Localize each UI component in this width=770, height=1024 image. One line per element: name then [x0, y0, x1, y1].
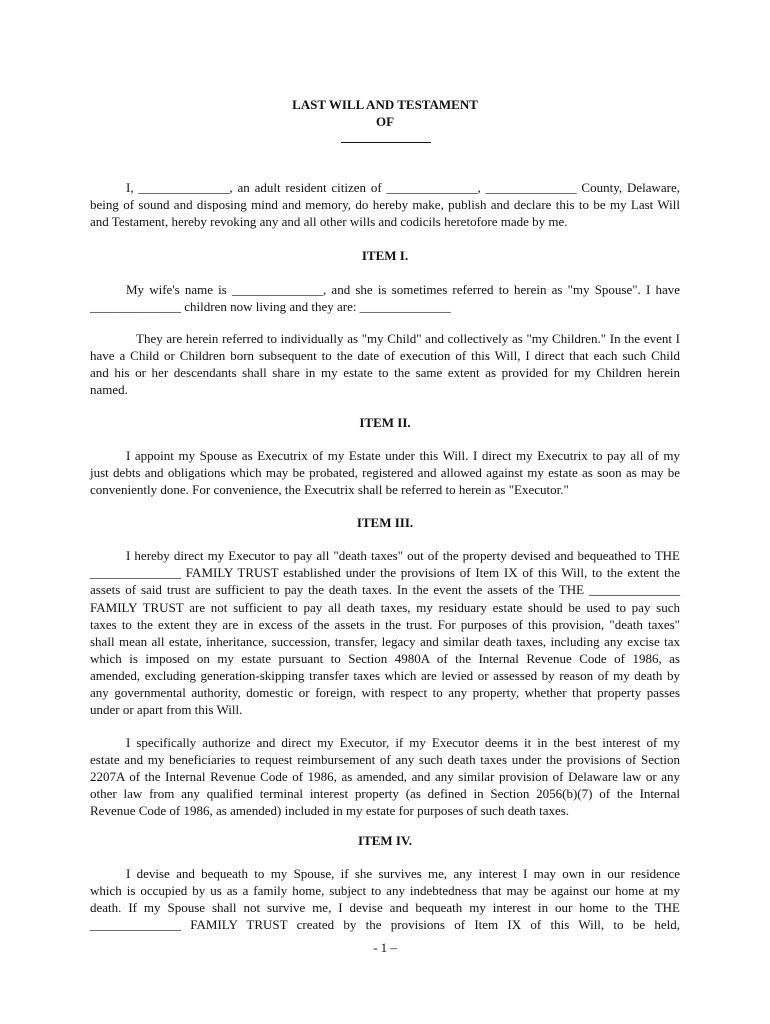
- document-title: LAST WILL AND TESTAMENT: [292, 97, 478, 112]
- item-4-p1-line-1: I devise and bequeath to my Spouse, if she survives me, any interest I may own in our residence: [126, 866, 680, 881]
- item-3-p2-line-1: I specifically authorize and direct my Executor, if my Executor deems it in the best interest of my: [126, 735, 680, 750]
- item-2-p1-line-3: conveniently done. For convenience, the Executrix shall be referred to herein as "Executor.": [90, 482, 569, 497]
- item-3-heading: ITEM III.: [356, 515, 414, 530]
- item-4-heading: ITEM IV.: [358, 833, 412, 848]
- item-3-p1-line-9: any governmental authority, domestic or foreign, with respect to any property, whether that property passes: [90, 685, 680, 700]
- item-3-p1-line-6: shall mean all estate, inheritance, succession, transfer, legacy and similar death taxes, including any excise tax: [90, 634, 680, 649]
- item-4-p1-line-2: which is occupied by us as a family home, subject to any indebtedness that may be against our home at my: [90, 883, 680, 898]
- testator-name-blank: [341, 142, 431, 143]
- item-3-p1-line-5: taxes to the extent they are in excess of the assets in the trust. For purposes of this provision, "death taxes": [90, 617, 680, 632]
- item-3-p1-line-1: I hereby direct my Executor to pay all "death taxes" out of the property devised and bequeathed to THE: [126, 548, 680, 563]
- item-3-p1-line-2: ______________ FAMILY TRUST established under the provisions of Item IX of this Will, to the extent the: [90, 565, 680, 580]
- item-2-p1-line-2: just debts and obligations which may be probated, registered and allowed against my estate as soon as may be: [90, 465, 680, 480]
- item-1-p1-line-2: ______________ children now living and they are: ______________: [90, 299, 451, 314]
- item-1-p2-line-2: have a Child or Children born subsequent to the date of execution of this Will, I direct that each such Child: [90, 348, 680, 363]
- intro-line-3: and Testament, hereby revoking any and all other wills and codicils heretofore made by me.: [90, 214, 568, 229]
- item-3-p2-line-4: other law from any qualified terminal interest property (as defined in Section 2056(b)(7) of the Internal: [90, 786, 680, 801]
- page-number: - 1 –: [373, 940, 397, 955]
- item-3-p1-line-10: under or apart from this Will.: [90, 702, 243, 717]
- item-1-p2-line-1: They are herein referred to individually as "my Child" and collectively as "my Children." In the event I: [136, 331, 680, 346]
- intro-line-2: being of sound and disposing mind and memory, do hereby make, publish and declare this to be my Last Will: [90, 197, 680, 212]
- document-title-of: OF: [375, 114, 395, 129]
- item-3-p1-line-4: FAMILY TRUST are not sufficient to pay all death taxes, my residuary estate should be used to pay such: [90, 600, 680, 615]
- item-1-p1-line-1: My wife's name is ______________, and she is sometimes referred to herein as "my Spouse". I have: [126, 282, 680, 297]
- item-1-p2-line-4: named.: [90, 382, 128, 397]
- item-3-p1-line-3: assets of said trust are sufficient to pay the death taxes. In the event the assets of the THE ______________: [90, 582, 680, 597]
- item-3-p2-line-2: estate and my beneficiaries to request reimbursement of any such death taxes under the provisions of Section: [90, 752, 680, 767]
- item-3-p1-line-7: which is imposed on my estate pursuant to Section 4980A of the Internal Revenue Code of 1986, as: [90, 651, 680, 666]
- item-1-heading: ITEM I.: [361, 248, 409, 263]
- intro-line-1: I, ______________, an adult resident citizen of ______________, ______________ County, Delaware,: [126, 180, 680, 195]
- item-1-p2-line-3: and his or her descendants shall share in my estate to the same extent as provided for my Children herein: [90, 365, 680, 380]
- item-4-p1-line-3: death. If my Spouse shall not survive me, I devise and bequeath my interest in our home to the THE: [90, 900, 680, 915]
- item-3-p1-line-8: amended, excluding generation-skipping transfer taxes which are levied or assessed by reason of my death by: [90, 668, 680, 683]
- item-2-p1-line-1: I appoint my Spouse as Executrix of my Estate under this Will. I direct my Executrix to pay all of my: [126, 448, 680, 463]
- item-3-p2-line-3: 2207A of the Internal Revenue Code of 1986, as amended, and any similar provision of Delaware law or any: [90, 769, 680, 784]
- item-3-p2-line-5: Revenue Code of 1986, as amended) included in my estate for purposes of such death taxes.: [90, 803, 570, 818]
- item-4-p1-line-4: ______________ FAMILY TRUST created by the provisions of Item IX of this Will, to be held,: [90, 917, 680, 932]
- item-2-heading: ITEM II.: [359, 415, 411, 430]
